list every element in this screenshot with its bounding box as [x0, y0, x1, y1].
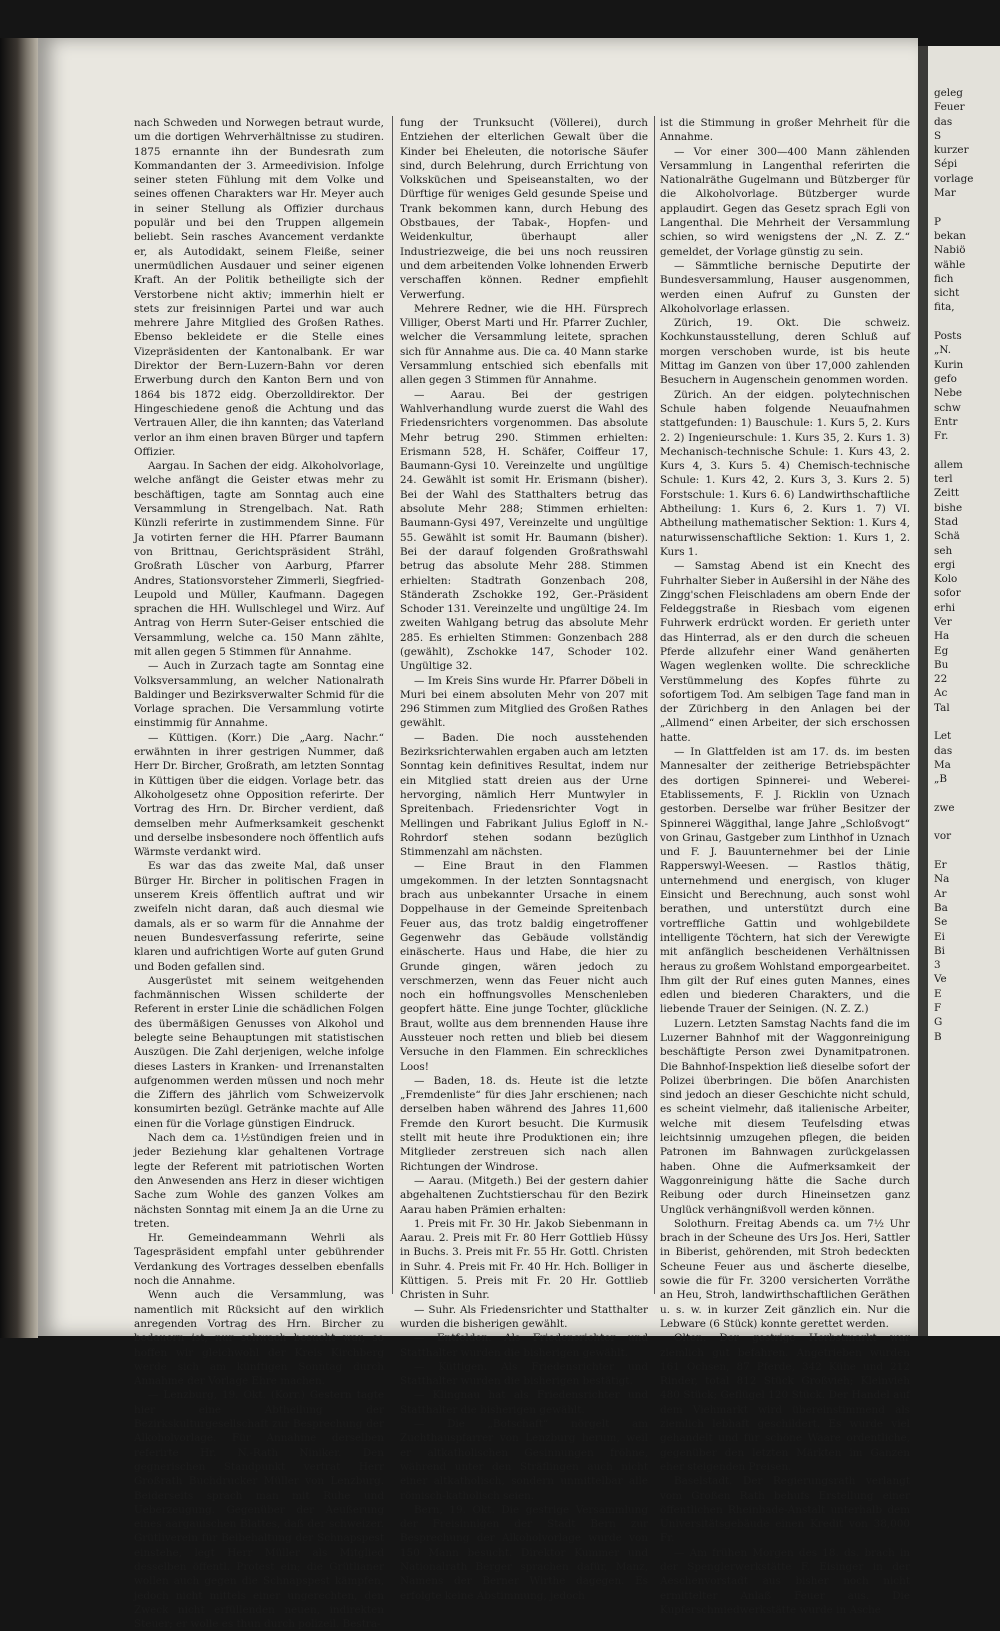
col2-paragraph: — Baden. Die noch ausstehenden Bezirksrichterwahlen ergaben auch am letzten Sonntag kein definitives Resultat, indem nur ein Mitglied statt dreien aus der Urne hervorging, nämlich Herr Muntwyler in Spreitenbach. Friedensrichter Vogt in Mellingen und Fabrikant Julius Egloff in N.-Rohrdorf stehen sodann bezüglich Stimmenzahl am nächsten.: [400, 731, 648, 859]
col1-paragraph: Nach dem ca. 1½stündigen freien und in jeder Beziehung klar gehaltenen Vortrage legte der Referent mit patriotischen Worten den Anwesenden ans Herz in dieser wichtigen Sache zum Wohle des ganzen Volkes am nächsten Sonntag mit einem Ja an die Urne zu treten.: [134, 1132, 384, 1230]
adjacent-page-fragment: Let: [934, 730, 952, 743]
col1-paragraph: — Lenzburg, 19. Okt. (Korr.) Gestern tagte hier eine Abtheilung der Bezirkskulturgesellschaft zur Besprechung der Alkoholvorlage. Für Annahme derselben referirte Hr. N.-Rath Niniker. Den gegnerischen Standpunkt vertrat Herr Großrath Buchdrucker Müller von Lenzburg. Beiderseits sprach man mit Ruhe und Ueberzeugung. Gegenüber der Aeußerung eines aargauischen Blattes, daß der schweizer. Grütliverein für Beibehaltung der Schnapspest einstehe, legt Herr Müller als Mitglied desselben öffentl. Protest ein; die Grütlianer wollen auch gegen die Schnapspest kämpfen, jedoch nicht mittels einer ungerechten, den Zweck nicht erfüllenden neuen, indirekten Steuer; er wolle es thun durch polizeil. Bestra-: [134, 1389, 384, 1631]
col1-paragraph: nach Schweden und Norwegen betraut wurde, um die dortigen Wehrverhältnisse zu studiren. 1875 ernannte ihn der Bundesrath zum Kommandanten der 3. Armeedivision. Infolge seiner steten Fühlung mit dem Volke und seines offenen Charakters war Hr. Meyer auch in seiner Stellung als Offizier durchaus populär und bei den Truppen allgemein beliebt. Sein rasches Avancement verdankte er, als Autodidakt, seinem Fleiße, seiner unermüdlichen Ausdauer und seiner eigenen Kraft. An der Politik betheiligte sich der Verstorbene nicht aktiv; immerhin hielt er stets zur freisinnigen Partei und war auch mehrere Jahre Mitglied des Großen Rathes. Ebenso bekleidete er die Stelle eines Vizepräsidenten der Kantonalbank. Er war Direktor der Bern-Luzern-Bahn vor deren Erwerbung durch den Kanton Bern und von 1864 bis 1872 eidg. Oberzolldirektor. Der Hingeschiedene genoß die Achtung und das Vertrauen Aller, die ihn kannten; das Vaterland verlor an ihm einen braven Bürger und tapfern Offizier.: [134, 117, 384, 458]
adjacent-page-fragment: Se: [934, 916, 948, 929]
col2-paragraph: fung der Trunksucht (Völlerei), durch Entziehen der elterlichen Gewalt über die Kinder bei Eheleuten, die notorische Säufer sind, durch Belehrung, durch Errichtung von Volksküchen und Speiseanstalten, wo der Dürftige für weniges Geld gesunde Speise und Trank bekommen kann, durch Hebung des Obstbaues, der Tabak-, Hopfen- und Weidenkultur, überhaupt aller Industriezweige, die bei uns noch reussiren und dem arbeitenden Volke lohnenden Erwerb verschaffen können. Redner empfiehlt Verwerfung.: [400, 117, 648, 301]
adjacent-page-fragment: [934, 443, 1000, 457]
adjacent-page-fragment: Nebe: [934, 387, 963, 400]
adjacent-page-fragment: Feuer: [934, 101, 965, 114]
adjacent-page-fragment: fita,: [934, 301, 955, 314]
adjacent-page-fragment: wähle: [934, 258, 966, 271]
adjacent-page-fragment: erhi: [934, 601, 956, 614]
adjacent-page-fragment: vor: [934, 830, 952, 843]
adjacent-page-fragment: bishe: [934, 501, 963, 514]
column-rule: [392, 116, 393, 1294]
col3-paragraph: Luzern. Letzten Samstag Nachts fand die im Luzerner Bahnhof mit der Waggonreinigung beschäftigte Person zwei Dynamitpatronen. Die Bahnhof-Inspektion ließ dieselbe sofort der Polizei überbringen. Die böſen Anarchisten sind jedoch an dieser Geschichte nicht schuld, es scheint vielmehr, daß italienische Arbeiter, welche mit diesem Teufelsding etwas leichtsinnig umzugehen pflegen, die beiden Patronen im Bahnwagen zurückgelassen haben. Ohne die Aufmerksamkeit der Waggonreinigung hätte die Sache durch Reibung oder durch Hineinsetzen ganz Unglück verhängnißvoll werden können.: [660, 1017, 910, 1216]
adjacent-page-fragment: Ma: [934, 758, 951, 771]
adjacent-page-fragment: Er: [934, 859, 947, 872]
adjacent-page-fragment: 22: [934, 673, 948, 686]
adjacent-page-fragment: F: [934, 1002, 942, 1014]
adjacent-page-fragment: vorlage: [934, 172, 974, 185]
adjacent-page-fragment: geleg: [934, 87, 963, 99]
column-2: [400, 116, 648, 1602]
adjacent-page-fragment: sofor: [934, 587, 961, 600]
adjacent-page-fragment: Ar: [934, 887, 947, 900]
col3-paragraph: Zürich, 19. Okt. Die schweiz. Kochkunstausstellung, deren Schluß auf morgen verschoben wurde, ist bis heute Mittag im Ganzen von über 17,000 zahlenden Besuchern in Augenschein genommen worden.: [660, 317, 910, 387]
col3-paragraph: — Samstag Abend ist ein Knecht des Fuhrhalter Sieber in Außersihl in der Nähe des Zingg'schen Fleischladens am obern Ende der Feldeggstraße in Riesbach vom eigenen Fuhrwerk erdrückt worden. Er gerieth unter das Hinterrad, als er den durch die scheuen Pferde allzufehr einer Wand genäherten Wagen weglenken wollte. Die schreckliche Verstümmelung des Kopfes führte zu sofortigem Tod. Am selbigen Tage fand man in der Zürichberg in den Anlagen bei der „Allmend“ einen Arbeiter, der sich erschossen hatte.: [660, 560, 910, 744]
adjacent-page-fragment: Fr.: [934, 430, 949, 443]
adjacent-page-fragment: E: [934, 987, 942, 1000]
adjacent-page-fragment: terl: [934, 473, 953, 486]
col3-paragraph: — Am frühen Morgen des 18. ds. brach in der Spenglerwerkstätte F. Eisinger in der Aeschenvorstadt aus bisher noch nicht ermittelter Anlaß Feuer aus. Die Kupferschmiedwerkstätte wurde in Asche: [660, 1546, 910, 1616]
adjacent-page-fragment: Stad: [934, 515, 959, 528]
adjacent-page-fragment: Kolo: [934, 573, 958, 586]
col1-paragraph: Es war das das zweite Mal, daß unser Bürger Hr. Bircher in politischen Fragen in unserem Kreis öffentlich auftrat und wir zweifeln nicht daran, daß auch diesmal wie damals, als er so warm für die Annahme der neuen Bundesverfassung referirte, seine klaren und aufrichtigen Worte auf guten Grund und Boden gefallen sind.: [134, 860, 384, 973]
adjacent-page-fragment: das: [934, 115, 953, 128]
col2-paragraph: — Aarau. Bei der gestrigen Wahlverhandlung wurde zuerst die Wahl des Friedensrichters vorgenommen. Das absolute Mehr betrug 290. Stimmen erhielten: Erismann 528, H. Schäfer, Coiffeur 17, Baumann-Gysi 10. Vereinzelte und ungültige 24. Gewählt ist somit Hr. Erismann (bisher). Bei der Wahl des Statthalters betrug das absolute Mehr 288; Stimmen erhielten: Baumann-Gysi 497, Vereinzelte und ungültige 55. Gewählt ist somit Hr. Baumann (bisher). Bei der darauf folgenden Großrathswahl betrug das absolute Mehr 288. Stimmen erhielten: Stadtrath Gonzenbach 208, Ständerath Zschokke 192, Ger.-Präsident Schoder 131. Vereinzelte und ungültige 24. Im zweiten Wahlgang betrug das absolute Mehr 285. Es erhielten Stimmen: Gonzenbach 288 (gewählt), Zschokke 147, Schoder 102. Ungültige 32.: [400, 388, 648, 673]
adjacent-page-fragment: [934, 715, 1000, 729]
adjacent-page-fragment: Tal: [934, 701, 950, 714]
adjacent-page-fragment: S: [934, 129, 942, 142]
adjacent-page-fragment: Ve: [934, 973, 947, 986]
adjacent-page-fragment: Mar: [934, 187, 956, 200]
col1-paragraph: Aargau. In Sachen der eidg. Alkoholvorlage, welche anfängt die Geister etwas mehr zu beschäftigen, tagte am Sonntag auch eine Versammlung in Strengelbach. Nat. Rath Künzli referirte in zustimmendem Sinne. Für Ja votirten ferner die HH. Pfarrer Baumann von Brittnau, Gerichtspräsident Strähl, Großrath Lüscher von Aarburg, Pfarrer Andres, Stationsvorsteher Zimmerli, Siegfried-Leupold und Müller, Kaufmann. Dagegen sprachen die HH. Wullschlegel und Wirz. Auf Antrag von Herrn Suter-Geiser entschied die Versammlung, welche ca. 150 Mann zählte, mit allen gegen 5 Stimmen für Annahme.: [134, 460, 384, 658]
column-3: [660, 116, 910, 1616]
adjacent-page-fragment: fich: [934, 272, 954, 285]
adjacent-page-fragment: bekan: [934, 229, 966, 242]
adjacent-page-fragment: ergi: [934, 558, 956, 571]
column-1: [134, 116, 384, 1631]
adjacent-page-fragment: Entr: [934, 415, 958, 428]
adjacent-page-fragment: [934, 844, 1000, 858]
adjacent-page-fragment: Nabiö: [934, 244, 966, 257]
adjacent-page-fragment: B: [934, 1030, 942, 1043]
col1-paragraph: Hr. Gemeindeammann Wehrli als Tagespräsident empfahl unter gebührender Verdankung des Vortrages desselben ebenfalls noch die Annahme.: [134, 1232, 384, 1288]
col1-paragraph: — Küttigen. (Korr.) Die „Aarg. Nachr.“ erwähnten in ihrer gestrigen Nummer, daß Herr Dr. Bircher, Großrath, am letzten Sonntag in Küttigen über die eidgen. Vorlage betr. das Alkoholgesetz ohne Opposition referirte. Der Vortrag des Hrn. Dr. Bircher verdient, daß demselben mehr Aufmerksamkeit geschenkt und derselbe insbesondere noch öffentlich aufs Wärmste verdankt wird.: [134, 731, 384, 859]
col2-paragraph: — Baden, 18. ds. Heute ist die letzte „Fremdenliste“ für dies Jahr erschienen; nach derselben haben während des Jahres 11,600 Fremde den Kurort besucht. Die Kurmusik stellt mit heute ihre Produktionen ein; ihre Mitglieder zerstreuen sich nach allen Richtungen der Windrose.: [400, 1074, 648, 1173]
adjacent-page-fragment: Zeitt: [934, 487, 960, 500]
adjacent-page-fragment: allem: [934, 458, 963, 471]
adjacent-page-fragment: das: [934, 744, 953, 757]
adjacent-page: [928, 46, 1000, 1336]
adjacent-page-fragment: G: [934, 1016, 943, 1029]
adjacent-page-fragment: Bi: [934, 944, 945, 957]
adjacent-page-fragment: [934, 815, 1000, 829]
adjacent-page-fragment: Ver: [934, 615, 952, 628]
adjacent-page-fragment: 3: [934, 959, 941, 972]
col2-paragraph: — Die „Botschaft“ nörgelt am Zuchthauspfarrer von Lenzburg herum, weil er altkatholischen Gesinnungen fröhne, während unter den Sträflingen auch nicht einer altkatholisch, sondern unmittelbar alle römisch-katholisch seien.: [400, 1418, 648, 1502]
adjacent-page-fragment: Sépi: [934, 158, 958, 171]
adjacent-page-fragment: zwe: [934, 801, 955, 814]
adjacent-page-fragment: Ha: [934, 630, 950, 643]
col2-paragraph: — Suhr. Als Friedensrichter und Statthalter wurden die bisherigen gewählt.: [400, 1303, 648, 1330]
col3-paragraph: ist die Stimmung in großer Mehrheit für die Annahme.: [660, 117, 910, 144]
adjacent-page-fragment: P: [934, 215, 941, 228]
col2-paragraph: — Küttigen. Als Friedensrichter und Statthalter wurden die bisherigen bestätigt.: [400, 1360, 648, 1388]
col2-paragraph: — Entfelden. Als Friedensrichter und Statthalter wurden die bisherigen gewählt.: [400, 1332, 648, 1359]
adjacent-page-fragment: Ba: [934, 901, 948, 914]
adjacent-page-fragment: Schä: [934, 530, 960, 543]
adjacent-page-fragment: gefo: [934, 372, 957, 385]
adjacent-page-fragment: [934, 200, 1000, 214]
adjacent-page-fragment: [934, 787, 1000, 801]
adjacent-page-fragment: Bu: [934, 658, 949, 671]
col2-paragraph: 1. Preis mit Fr. 30 Hr. Jakob Siebenmann in Aarau. 2. Preis mit Fr. 80 Herr Gottlieb Hüssy in Buchs. 3. Preis mit Fr. 55 Hr. Gottl. Christen in Suhr. 4. Preis mit Fr. 40 Hr. Hch. Bolliger in Küttigen. 5. Preis mit Fr. 20 Hr. Gottlieb Christen in Suhr.: [400, 1217, 648, 1302]
col1-paragraph: — Auch in Zurzach tagte am Sonntag eine Volksversammlung, an welcher Nationalrath Baldinger und Bezirksverwalter Schmid für die Vorlage sprachen. Die Versammlung votirte einstimmig für Annahme.: [134, 660, 384, 730]
adjacent-page-fragment: Posts: [934, 330, 962, 343]
col3-paragraph: — Vor einer 300—400 Mann zählenden Versammlung in Langenthal referirten die Nationalräthe Gugelmann und Bützberger für die Alkoholvorlage. Bützberger wurde applaudirt. Gegen das Gesetz sprach Egli von Langenthal. Die Mehrheit der Versammlung schien, so wird wenigstens der „N. Z. Z.“ gemeldet, der Vorlage günstig zu sein.: [660, 145, 910, 258]
adjacent-page-fragment: schw: [934, 401, 961, 414]
col2-paragraph: — Im Kreis Sins wurde Hr. Pfarrer Döbeli in Muri bei einem absoluten Mehr von 207 mit 296 Stimmen zum Mitglied des Großen Rathes gewählt.: [400, 674, 648, 730]
adjacent-page-fragment: seh: [934, 544, 953, 557]
col1-paragraph: Ausgerüstet mit seinem weitgehenden fachmännischen Wissen schilderte der Referent in erster Linie die schädlichen Folgen des übermäßigen Genusses von Alkohol und belegte seine Behauptungen mit statistischen Auszügen. Die Zahl derjenigen, welche infolge dieses Lasters in Kranken- und Irrenanstalten aufgenommen werden müssen und noch mehr die Ziffern des jährlich vom Schweizervolk konsumirten bezügl. Getränke machte auf Alle einen für die Vorlage günstigen Eindruck.: [134, 974, 384, 1130]
col1-paragraph: Wenn auch die Versammlung, was namentlich mit Rücksicht auf den wirklich anregenden Vortrag des Hrn. Bircher zu bedauern ist, nur schwach besucht war, so hoffen wir gleichwohl der Kreis Kirchberg werde sich am künftigen Sonntag durch Annahme der Vorlage Ehre machen.: [134, 1289, 384, 1388]
col2-paragraph: — Klingnau hat als Friedensrichter und Statthalter die bisherigen gewählt.: [400, 1389, 648, 1416]
col3-paragraph: Olten. Der gestrige Herbstmarkt war ziemlich gut befahren. Angetrieben wurden 161 Ochsen, 87 Pferde, 342 Kühe und 212 Rinder, total 812 Stück Großvieh; Kleinvieh 480 Stück; Geflügel 120 Stück. Der Handel auf dem Viehmarkt wird übereinstimmend als ziemlich lebhaft geschildert. Es wurde viel gehandelt und für schöne Waare ordentliche, gegenüber den letzten Märkten im Ganzen eher steigenden Preisen.: [660, 1332, 910, 1473]
book-binding: [0, 38, 38, 1338]
adjacent-page-fragment: kurzer: [934, 144, 969, 157]
adjacent-page-text: [928, 86, 1000, 1044]
adjacent-page-fragment: [934, 315, 1000, 329]
newspaper-page: [38, 38, 918, 1631]
col3-paragraph: — In Glattfelden ist am 17. ds. im besten Mannesalter der zeitherige Betriebspächter des dortigen Spinnerei- und Weberei-Etablissements, F. J. Ricklin von Uznach gestorben. Derselbe war früher Besitzer der Spinnerei Wäggithal, lange Jahre „Schloßvogt“ von Grinau, Gastgeber zum Linthhof in Uznach und F. J. Bauunternehmer bei der Linie Rapperswyl-Weesen. — Rastlos thätig, unternehmend und energisch, von kluger Einsicht und Berechnung, auch sonst wohl berathen, und unterstützt durch eine vortreffliche Gattin und wohlgebildete intelligente Töchtern, hat sich der Verewigte mit anfänglich bescheidenen Verhältnissen heraus zu großem Wohlstand emporgearbeitet. Ihm gilt der Ruf eines guten Mannes, eines edlen und biederen Charakters, und die liebende Trauer der Seinigen. (N. Z. Z.): [660, 746, 910, 1016]
adjacent-page-fragment: Eg: [934, 644, 949, 657]
col3-paragraph: Solothurn. Freitag Abends ca. um 7½ Uhr brach in der Scheune des Urs Jos. Heri, Sattler in Biberist, gehörenden, mit Stroh bedeckten Scheune Feuer aus und äscherte dieselbe, sowie die für Fr. 3200 versicherten Vorräthe an Heu, Stroh, landwirthschaftlichen Geräthen u. s. w. in kurzer Zeit gänzlich ein. Nur die Lebware (6 Stück) konnte gerettet werden.: [660, 1217, 910, 1330]
col2-paragraph: Mehrere Redner, wie die HH. Fürsprech Villiger, Oberst Marti und Hr. Pfarrer Zuchler, welcher die Versammlung leitete, sprachen sich für Annahme aus. Die ca. 40 Mann starke Versammlung entschied sich ebenfalls mit allen gegen 3 Stimmen für Annahme.: [400, 302, 648, 387]
column-rule: [654, 116, 655, 1294]
col3-paragraph: Zürich. An der eidgen. polytechnischen Schule haben folgende Neuaufnahmen stattgefunden: 1) Bauschule: 1. Kurs 5, 2. Kurs 2. 2) Ingenieurschule: 1. Kurs 35, 2. Kurs 1. 3) Mechanisch-technische Schule: 1. Kurs 43, 2. Kurs 4, 3. Kurs 5. 4) Chemisch-technische Schule: 1. Kurs 42, 2. Kurs 3, 3. Kurs 2. 5) Forstschule: 1. Kurs 6. 6) Landwirthschaftliche Abtheilung: 1. Kurs 6, 2. Kurs 1. 7) VI. Abtheilung mathematischer Sektion: 1. Kurs 4, naturwissenschaftliche Sektion: 1. Kurs 1, 2. Kurs 1.: [660, 388, 910, 558]
page-edge: [918, 46, 928, 1336]
col3-paragraph: — Sämmtliche bernische Deputirte der Bundesversammlung, Hauser ausgenommen, werden einen Aufruf zu Gunsten der Alkoholvorlage erlassen.: [660, 259, 910, 315]
adjacent-page-fragment: sicht: [934, 287, 960, 300]
col2-paragraph: — Eine Braut in den Flammen umgekommen. In der letzten Sonntagsnacht brach aus unbekannter Ursache in einem Doppelhause in der Gemeinde Spreitenbach Feuer aus, das trotz baldig eingetroffener Gegenwehr das Gebäude vollständig einäscherte. Haus und Habe, die hier zu Grunde gingen, wären jedoch zu verschmerzen, wenn das Feuer nicht auch noch ein hoffnungsvolles Menschenleben geopfert hätte. Eine junge Tochter, glückliche Braut, wollte aus dem brennenden Hause ihre Aussteuer noch retten und blieb bei diesem Versuche in den Flammen. Ein schreckliches Loos!: [400, 860, 648, 1073]
col2-paragraph: Bern, 19. Okt. Die gestrige Versammlung der Freisinnigen der Stadt Bern zur Besprechung der Alkoholvorlage wurde von 150 Mann besucht. Direktor Kummer und Nationalrath Berger sprachen dafür, Manz, Namens der Berner Wirthe dagegen. Es erfolgte keine Abstimmung, jedoch: [400, 1503, 648, 1602]
col3-paragraph: Baselstadt. Der Regierungsrath verlangt vom Großen Rath behufs Erstellung einer öffentlichen Rheinbade-Anstalt unterhalb dem Universitätsgebäude einen Kredit von 38,000 Fr.: [660, 1475, 910, 1545]
col2-paragraph: — Aarau. (Mitgeth.) Bei der gestern dahier abgehaltenen Zuchtstierschau für den Bezirk Aarau haben Prämien erhalten:: [400, 1174, 648, 1216]
adjacent-page-fragment: „B: [934, 773, 948, 786]
adjacent-page-fragment: Kurin: [934, 358, 964, 371]
adjacent-page-fragment: Na: [934, 873, 950, 886]
adjacent-page-fragment: Ei: [934, 930, 945, 943]
adjacent-page-fragment: Ac: [934, 687, 948, 700]
adjacent-page-fragment: „N.: [934, 344, 952, 357]
